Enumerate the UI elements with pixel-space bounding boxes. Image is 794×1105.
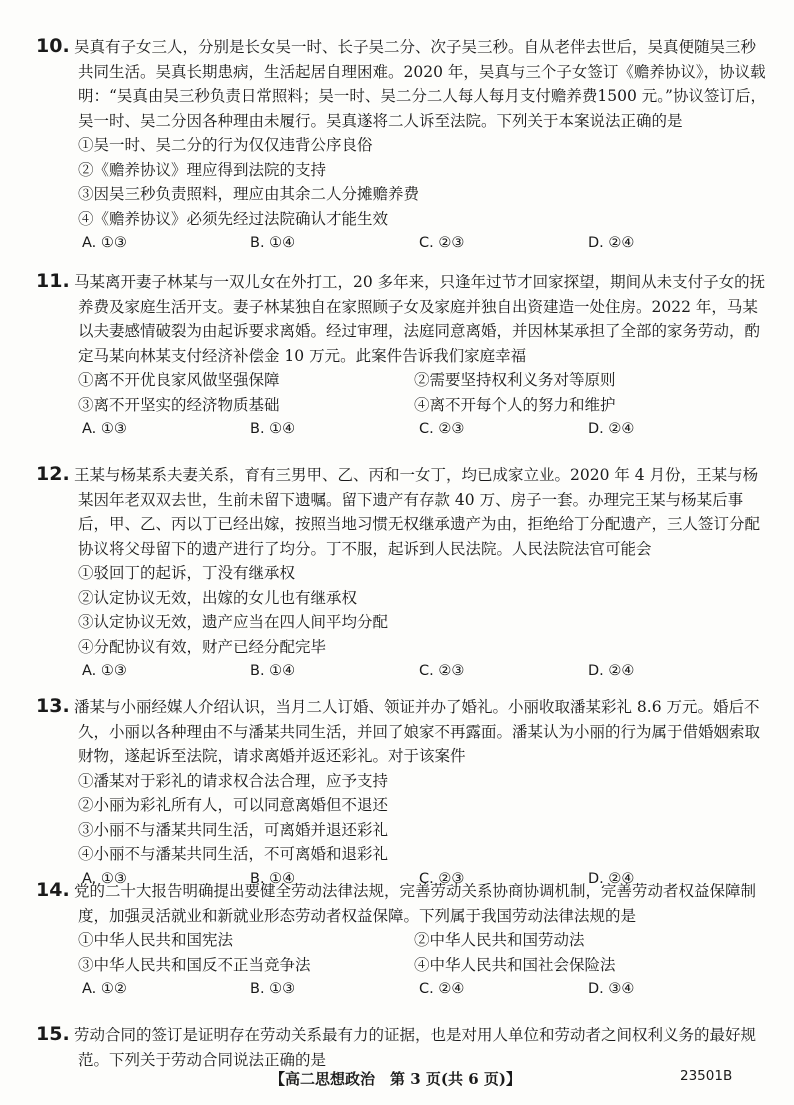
stem-text: 王某与杨某系夫妻关系，育有三男甲、乙、丙和一女丁，均已成家立业。2020 年 4 月份，王某与杨某因年老双双去世，生前未留下遗嘱。留下遗产有存款 40 万、房子一套。办理完王某与杨某后事后，甲、乙、丙以丁已经出嫁，按照当地习惯无权继承遗产为由，拒绝给丁分配遗产，三人签订分配协议将父母留下的遗产进行了均分。丁不服，起诉到人民法院。人民法院法官可能会 xyxy=(74,466,761,558)
option-d[interactable]: D. ②④ xyxy=(588,421,635,437)
statement: ①中华人民共和国宪法 xyxy=(78,931,234,949)
question-number: 11. xyxy=(36,270,70,292)
answer-options xyxy=(36,659,771,684)
option-b[interactable]: B. ①④ xyxy=(250,421,296,437)
question-15 xyxy=(36,1022,771,1072)
option-a[interactable]: A. ①③ xyxy=(82,421,127,437)
option-c[interactable]: C. ②③ xyxy=(419,663,465,679)
statement: ①吴一时、吴二分的行为仅仅违背公序良俗 xyxy=(78,136,373,154)
option-a[interactable]: A. ①② xyxy=(82,981,127,997)
question-number: 14. xyxy=(36,879,70,901)
statement: ③中华人民共和国反不正当竞争法 xyxy=(78,955,311,974)
statement: ③离不开坚实的经济物质基础 xyxy=(78,395,280,414)
option-a[interactable]: A. ①③ xyxy=(82,235,127,251)
statement: ②小丽为彩礼所有人，可以同意离婚但不退还 xyxy=(78,796,389,814)
stem-text: 党的二十大报告明确提出要健全劳动法律法规，完善劳动关系协商协调机制，完善劳动者权益保障制度，加强灵活就业和新就业形态劳动者权益保障。下列属于我国劳动法律法规的是 xyxy=(74,882,757,925)
option-b[interactable]: B. ①④ xyxy=(250,663,296,679)
option-a[interactable]: A. ①③ xyxy=(82,870,127,887)
answer-options xyxy=(36,231,771,256)
statement-row xyxy=(36,368,771,393)
option-d[interactable]: D. ③④ xyxy=(588,981,635,997)
option-b[interactable]: B. ①④ xyxy=(250,235,296,251)
question-stem xyxy=(36,34,771,133)
question-number: 12. xyxy=(36,463,70,485)
statement: ④中华人民共和国社会保险法 xyxy=(414,955,616,974)
statement: ③因吴三秒负责照料，理应由其余二人分摊赡养费 xyxy=(78,185,420,203)
statement: ①离不开优良家风做坚强保障 xyxy=(78,371,280,389)
statement: ④离不开每个人的努力和维护 xyxy=(414,395,616,414)
statement-row xyxy=(36,393,771,418)
question-14 xyxy=(36,878,771,1002)
answer-options xyxy=(36,417,771,442)
question-number: 13. xyxy=(36,695,70,717)
option-b[interactable]: B. ①③ xyxy=(250,981,296,997)
question-13 xyxy=(36,694,771,891)
option-c[interactable]: C. ②④ xyxy=(419,981,465,997)
statement: ①驳回丁的起诉，丁没有继承权 xyxy=(78,564,296,582)
option-c[interactable]: C. ②③ xyxy=(419,235,465,251)
option-d[interactable]: D. ②④ xyxy=(588,235,635,251)
option-c[interactable]: C. ②③ xyxy=(419,421,465,437)
question-10 xyxy=(36,34,771,256)
statement-row xyxy=(36,953,771,978)
statement-row xyxy=(36,928,771,953)
option-d[interactable]: D. ②④ xyxy=(588,870,635,887)
statement: ③认定协议无效，遗产应当在四人间平均分配 xyxy=(78,613,389,631)
stem-text: 潘某与小丽经媒人介绍认识，当月二人订婚、领证并办了婚礼。小丽收取潘某彩礼 8.6 万元。婚后不久，小丽以各种理由不与潘某共同生活，并回了娘家不再露面。潘某认为小丽的行为属于借婚姻索取财物，遂起诉至法院，请求离婚并返还彩礼。对于该案件 xyxy=(74,698,761,765)
option-c[interactable]: C. ②③ xyxy=(419,870,465,887)
statement: ②认定协议无效，出嫁的女儿也有继承权 xyxy=(78,588,358,607)
statement: ④分配协议有效，财产已经分配完毕 xyxy=(78,637,327,656)
answer-options xyxy=(36,977,771,1002)
stem-text: 劳动合同的签订是证明存在劳动关系最有力的证据，也是对用人单位和劳动者之间权利义务的最好规范。下列关于劳动合同说法正确的是 xyxy=(74,1026,757,1069)
statement: ①潘某对于彩礼的请求权合法合理，应予支持 xyxy=(78,771,389,790)
statement: ④《赡养协议》必须先经过法院确认才能生效 xyxy=(78,209,389,228)
option-a[interactable]: A. ①③ xyxy=(82,663,127,679)
option-b[interactable]: B. ①④ xyxy=(250,870,296,887)
question-11 xyxy=(36,269,771,442)
option-d[interactable]: D. ②④ xyxy=(588,663,635,679)
question-number: 15. xyxy=(36,1023,70,1045)
stem-text: 马某离开妻子林某与一双儿女在外打工，20 多年来，只逢年过节才回家探望，期间从未支付子女的抚养费及家庭生活开支。妻子林某独自在家照顾子女及家庭并独自出资建造一处住房。2022 年，马某以夫妻感情破裂为由起诉要求离婚。经过审理，法庭同意离婚，并因林某承担了全部的家务劳动，酌定马某向林某支付经济补偿金 10 万元。此案件告诉我们家庭幸福 xyxy=(74,273,766,365)
question-number: 10. xyxy=(36,35,70,57)
statement: ②需要坚持权利义务对等原则 xyxy=(414,371,616,389)
page-footer xyxy=(0,1068,794,1092)
statement: ④小丽不与潘某共同生活，不可离婚和退彩礼 xyxy=(78,845,389,863)
stem-text: 吴真有子女三人，分别是长女吴一时、长子吴二分、次子吴三秒。自从老伴去世后，吴真便随吴三秒共同生活。吴真长期患病，生活起居自理困难。2020 年，吴真与三个子女签订《赡养协议》，协议载明：“吴真由吴三秒负责日常照料；吴一时、吴二分二人每人每月支付赡养费1500 元。”协议签订后，吴一时、吴二分因各种理由未履行。吴真遂将二人诉至法院。下列关于本案说法正确的是 xyxy=(74,38,766,130)
exam-code: 23501B xyxy=(680,1068,733,1084)
footer-title: 【高二思想政治 第 3 页(共 6 页)】 xyxy=(270,1070,521,1088)
question-12 xyxy=(36,462,771,684)
statement: ②《赡养协议》理应得到法院的支持 xyxy=(78,160,327,179)
statement: ③小丽不与潘某共同生活，可离婚并退还彩礼 xyxy=(78,820,389,839)
statement: ②中华人民共和国劳动法 xyxy=(414,931,585,949)
